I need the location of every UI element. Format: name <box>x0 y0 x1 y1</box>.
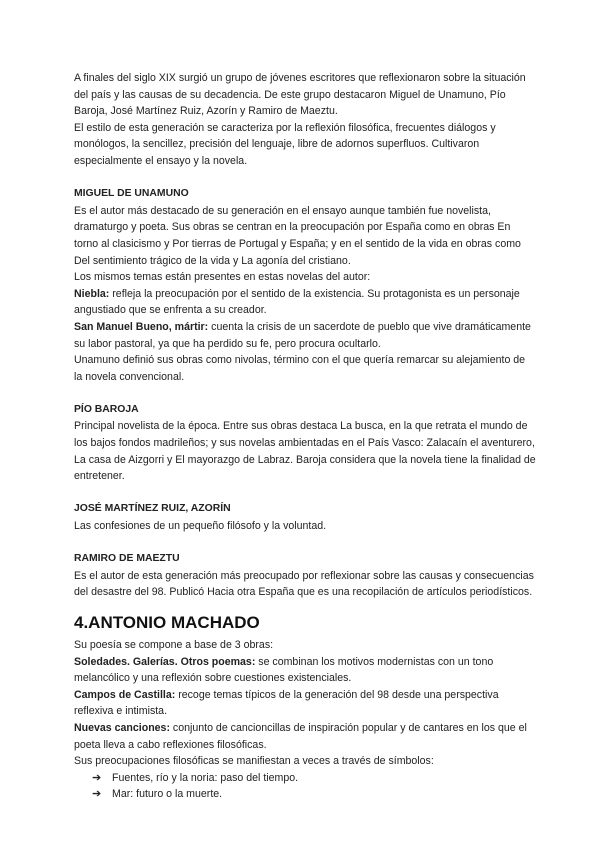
campos-castilla-entry <box>74 687 536 720</box>
soledades-entry <box>74 654 536 687</box>
san-manuel-text: cuenta la crisis de un sacerdote de pueblo que vive dramáticamente su labor pastoral, ya que ha perdido su fe, pero procura ocultarlo. <box>74 320 531 350</box>
intro-paragraph-2: El estilo de esta generación se caracteriza por la reflexión filosófica, frecuentes diálogos y monólogos, la sencillez, precisión del lenguaje, libre de adornos superfluos. Cultivaron especialmente el ensayo y la novela. <box>74 121 496 167</box>
machado-paragraph-1: Su poesía se compone a base de 3 obras: <box>74 639 274 651</box>
niebla-text: refleja la preocupación por el sentido de la existencia. Su protagonista es un personaje angustiado que se enfrenta a su creador. <box>74 287 520 317</box>
niebla-entry <box>74 286 536 319</box>
arrow-right-icon: ➔ <box>92 771 102 784</box>
azorin-paragraph: Las confesiones de un pequeño filósofo y la voluntad. <box>74 520 327 533</box>
unamuno-paragraph-3: Unamuno definió sus obras como nivolas, término con el que quería remarcar su alejamiento de la novela convencional. <box>74 354 526 383</box>
soledades-text: se combinan los motivos modernistas con un tono melancólico y una reflexión sobre cuestiones existenciales. <box>74 655 494 685</box>
baroja-heading: PÍO BAROJA <box>74 403 139 415</box>
niebla-label: Niebla: <box>74 287 110 300</box>
symbol-text: Mar: futuro o la muerte. <box>112 788 223 801</box>
san-manuel-entry <box>74 319 536 352</box>
maeztu-paragraph: Es el autor de esta generación más preocupado por reflexionar sobre las causas y consecuencias del desastre del 98. Publicó Hacia otra España que es una recopilación de artículos periodísticos. <box>74 569 534 599</box>
nuevas-canciones-text: conjunto de cancioncillas de inspiración popular y de cantares en los que el poeta lleva a cabo reflexiones filosóficas. <box>74 721 527 751</box>
intro-paragraph-1: A finales del siglo XIX surgió un grupo de jóvenes escritores que reflexionaron sobre la situación del país y las causas de su decadencia. De este grupo destacaron Miguel de Unamuno, Pío Baroja, José Martínez Ruiz, Azorín y Ramiro de Maeztu. <box>74 72 526 118</box>
azorin-heading: JOSÉ MARTÍNEZ RUIZ, AZORÍN <box>74 503 231 515</box>
campos-castilla-text: recoge temas típicos de la generación del 98 desde una perspectiva reflexiva e intimista. <box>74 688 499 718</box>
unamuno-paragraph-1: Es el autor más destacado de su generación en el ensayo aunque también fue novelista, dramaturgo y poeta. Sus obras se centran en la preocupación por España como en obras En torno al clasicismo y Por tierras de Portugal y España; y en el sentido de la vida en obras como Del sentimiento trágico de la vida y La agonía del cristiano. <box>74 204 521 267</box>
campos-castilla-label: Campos de Castilla: <box>74 688 176 701</box>
unamuno-heading: MIGUEL DE UNAMUNO <box>74 188 189 200</box>
maeztu-heading: RAMIRO DE MAEZTU <box>74 553 180 565</box>
document-body <box>74 70 536 803</box>
arrow-right-icon: ➔ <box>92 788 102 801</box>
symbols-list <box>74 770 536 803</box>
machado-title: 4.ANTONIO MACHADO <box>74 613 260 632</box>
san-manuel-label: San Manuel Bueno, mártir: <box>74 320 209 333</box>
nuevas-canciones-entry <box>74 720 536 753</box>
nuevas-canciones-label: Nuevas canciones: <box>74 721 170 734</box>
soledades-label: Soledades. Galerías. Otros poemas: <box>74 655 256 668</box>
baroja-paragraph: Principal novelista de la época. Entre sus obras destaca La busca, en la que retrata el mundo de los bajos fondos madrileños; y sus novelas ambientadas en el País Vasco: Zalacaín el aventurero, La casa de Aizgorri y El mayorazgo de Labraz. Baroja considera que la novela tiene la finalidad de entretener. <box>74 420 536 483</box>
machado-paragraph-2: Sus preocupaciones filosóficas se manifiestan a veces a través de símbolos: <box>74 755 434 768</box>
unamuno-paragraph-2: Los mismos temas están presentes en estas novelas del autor: <box>74 271 371 284</box>
symbol-text: Fuentes, río y la noria: paso del tiempo. <box>112 771 299 784</box>
list-item <box>92 786 536 803</box>
list-item <box>92 770 536 787</box>
